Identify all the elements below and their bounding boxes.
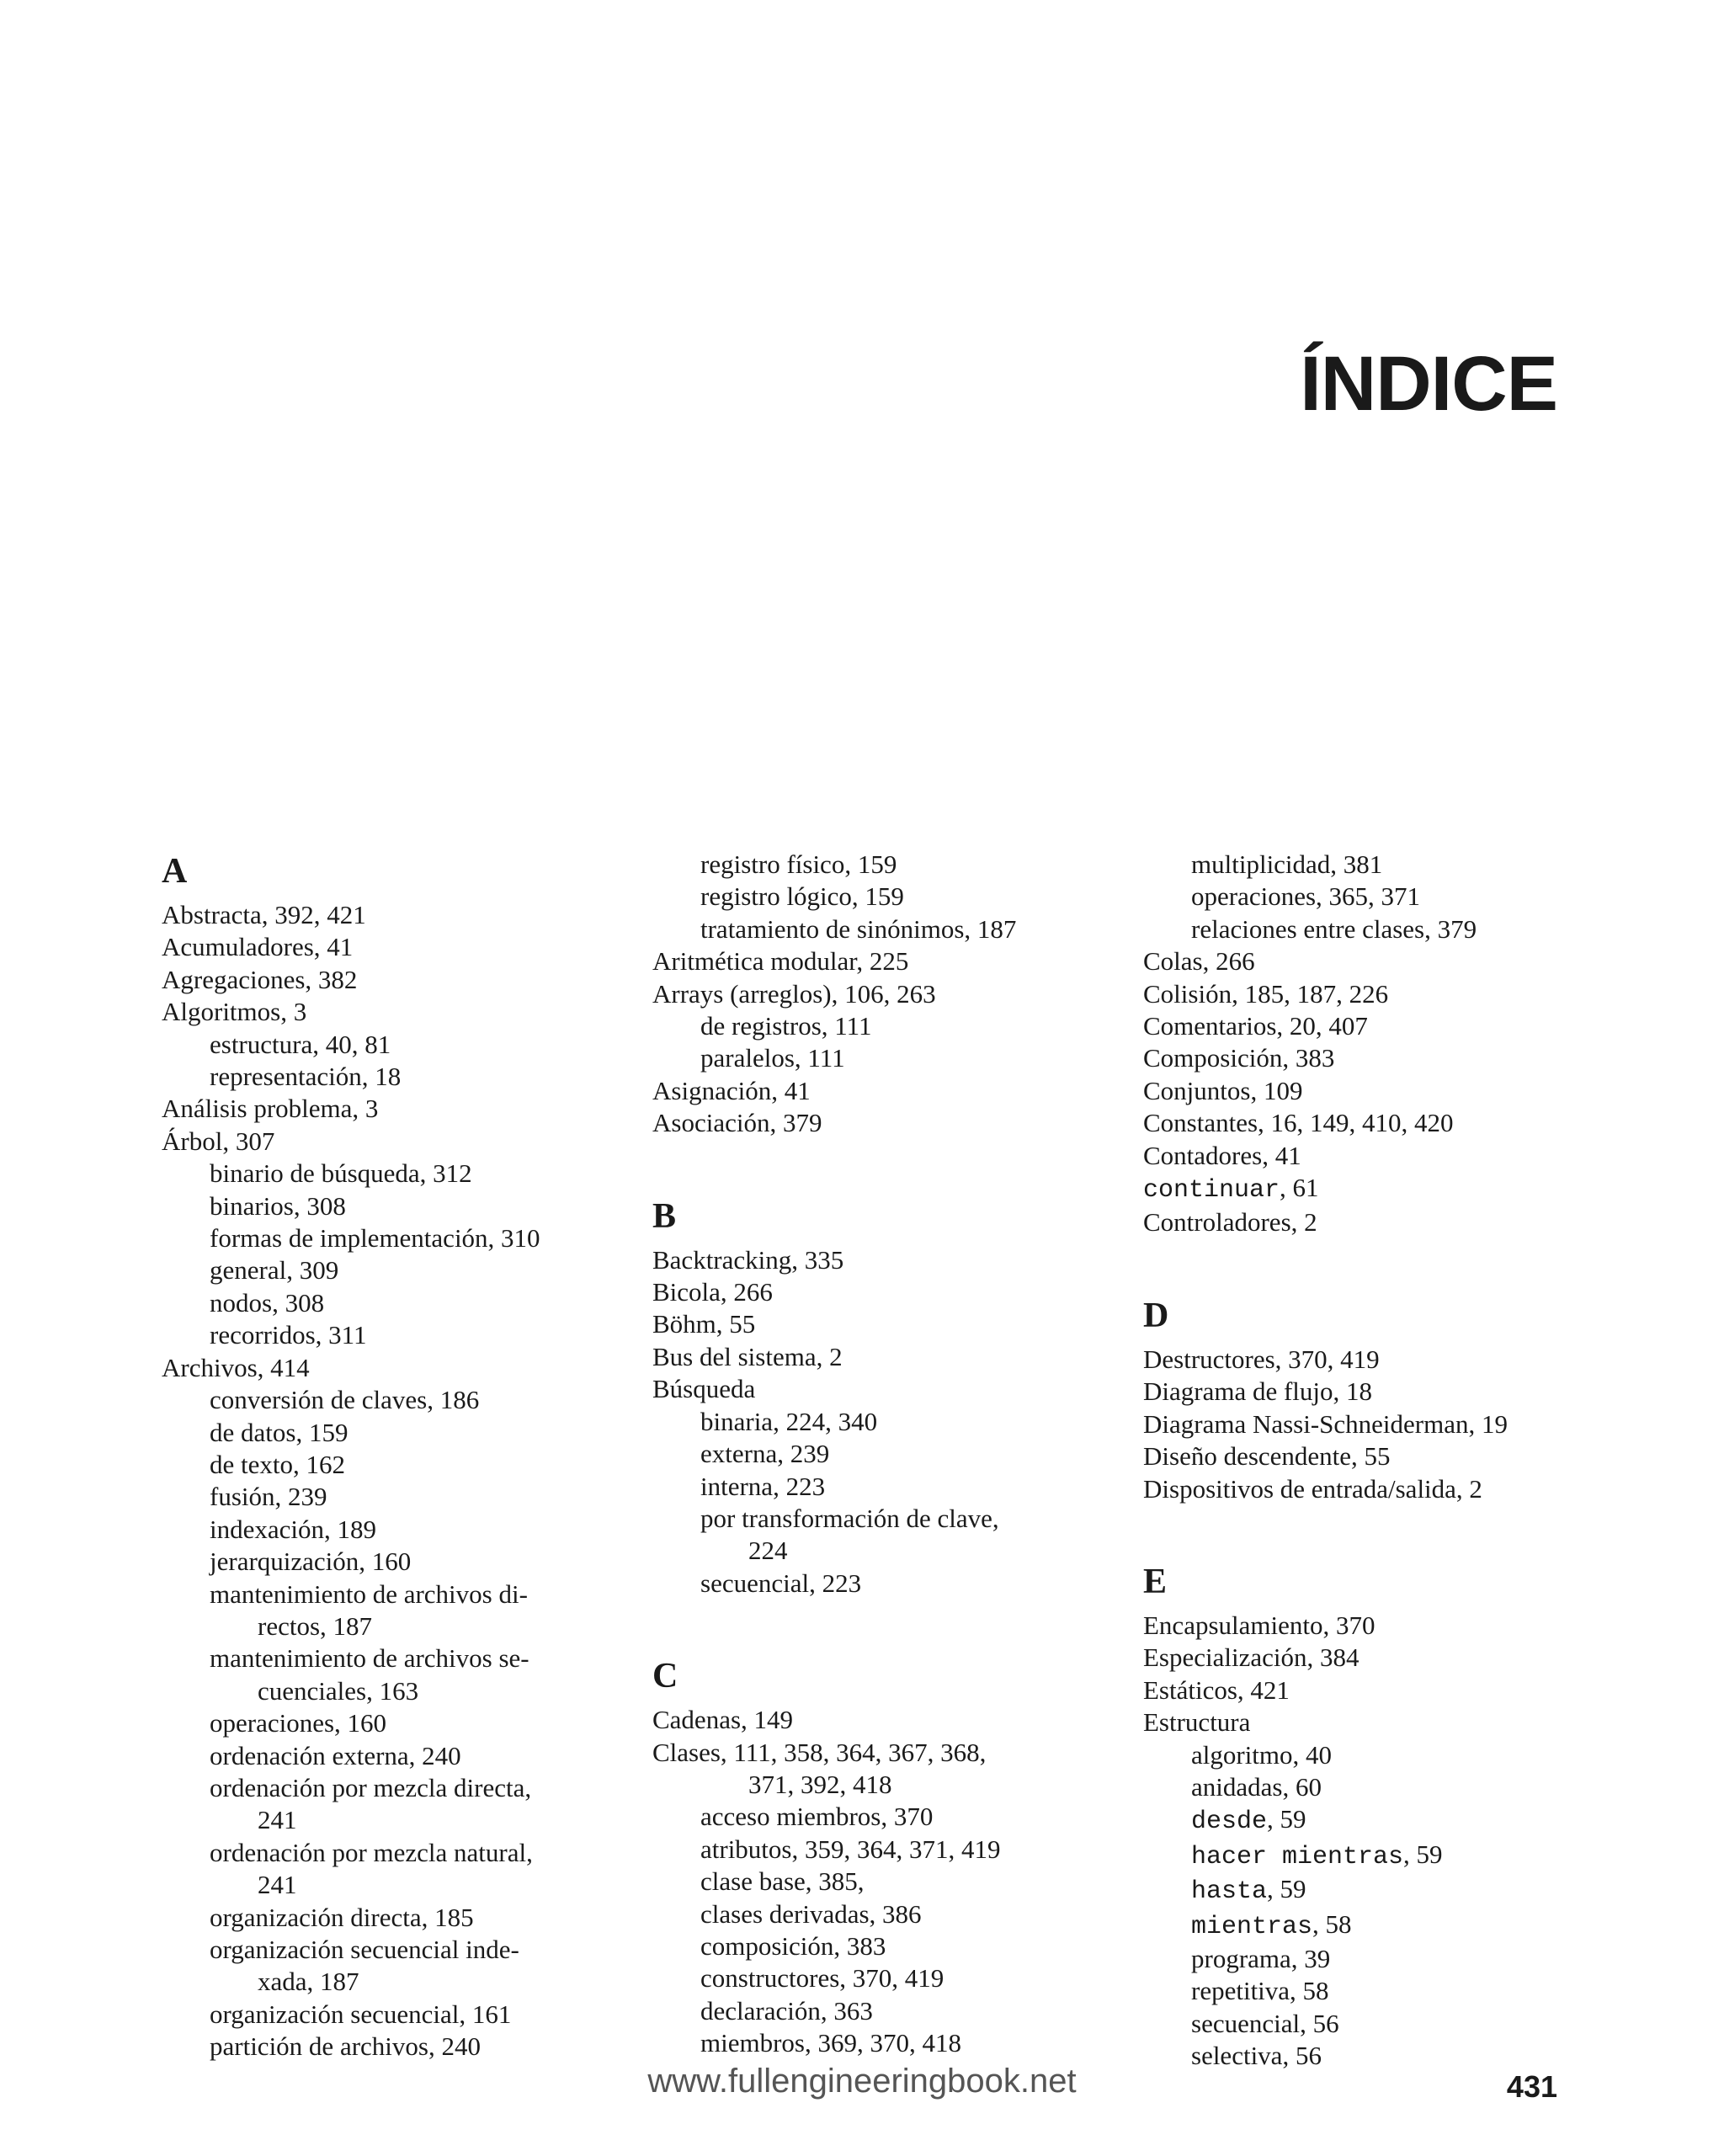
index-letter-heading: D — [1143, 1296, 1169, 1335]
index-entry: constructores, 370, 419 — [700, 1963, 944, 1994]
index-entry: Asociación, 379 — [652, 1108, 822, 1138]
index-entry: representación, 18 — [210, 1062, 402, 1092]
index-entry: organización secuencial inde- — [210, 1935, 519, 1964]
index-entry: binaria, 224, 340 — [700, 1406, 878, 1436]
index-entry: estructura, 40, 81 — [210, 1029, 391, 1059]
index-entry-pages: , 61 — [1280, 1173, 1319, 1203]
index-entry: Composición, 383 — [1143, 1043, 1335, 1073]
index-column-1 — [162, 849, 633, 2117]
index-entry: partición de archivos, 240 — [210, 2031, 481, 2062]
index-group — [1143, 849, 1615, 1239]
index-entry: Bicola, 266 — [652, 1277, 773, 1307]
index-entry: atributos, 359, 364, 371, 419 — [700, 1834, 1001, 1864]
index-letter-heading: A — [162, 852, 188, 891]
index-entry-pages: , 59 — [1267, 1874, 1306, 1904]
index-entry: Diseño descendente, 55 — [1143, 1441, 1391, 1472]
index-entry: Backtracking, 335 — [652, 1244, 844, 1275]
index-entry: Asignación, 41 — [652, 1075, 811, 1105]
index-group — [652, 1194, 1124, 1600]
index-entry: miembros, 369, 370, 418 — [700, 2028, 961, 2058]
index-entry: secuencial, 223 — [700, 1568, 862, 1598]
index-entry: Diagrama Nassi-Schneiderman, 19 — [1143, 1408, 1508, 1439]
index-entry: fusión, 239 — [210, 1482, 327, 1512]
index-entry: composición, 383 — [700, 1930, 886, 1961]
index-entry: Destructores, 370, 419 — [1143, 1344, 1380, 1374]
index-entry: binario de búsqueda, 312 — [210, 1158, 472, 1189]
index-entry: 224 — [748, 1536, 788, 1566]
footer-url: www.fullengineeringbook.net — [647, 2063, 1077, 2100]
index-entry: algoritmo, 40 — [1191, 1739, 1333, 1770]
index-entry: de texto, 162 — [210, 1449, 345, 1479]
index-entry: mantenimiento de archivos di- — [210, 1578, 528, 1609]
index-entry: Estáticos, 421 — [1143, 1674, 1290, 1705]
index-entry: 241 — [258, 1870, 297, 1900]
index-entry: organización secuencial, 161 — [210, 1999, 512, 2029]
index-entry: recorridos, 311 — [210, 1320, 367, 1350]
index-group — [162, 849, 633, 2063]
index-entry: 371, 392, 418 — [748, 1769, 892, 1799]
index-entry: Comentarios, 20, 407 — [1143, 1011, 1368, 1041]
index-entry: Contadores, 41 — [1143, 1140, 1301, 1170]
index-entry: tratamiento de sinónimos, 187 — [700, 913, 1017, 944]
index-entry: jerarquización, 160 — [210, 1546, 412, 1577]
index-entry: paralelos, 111 — [700, 1043, 845, 1073]
index-entry — [1143, 1873, 1615, 1908]
index-entry: registro físico, 159 — [700, 849, 897, 879]
index-entry: Aritmética modular, 225 — [652, 946, 909, 977]
index-entry: Árbol, 307 — [162, 1126, 275, 1156]
index-entry: Archivos, 414 — [162, 1352, 310, 1382]
index-group — [652, 1653, 1124, 2059]
index-entry: declaración, 363 — [700, 1995, 873, 2026]
index-entry-keyword: hacer mientras — [1191, 1842, 1404, 1871]
index-entry: anidadas, 60 — [1191, 1771, 1322, 1802]
index-entry: Cadenas, 149 — [652, 1705, 794, 1735]
index-entry: externa, 239 — [700, 1439, 830, 1469]
index-entry: general, 309 — [210, 1255, 339, 1286]
index-entry: interna, 223 — [700, 1471, 826, 1501]
index-entry: conversión de claves, 186 — [210, 1385, 480, 1415]
index-entry: xada, 187 — [258, 1967, 359, 1997]
index-entry: por transformación de clave, — [700, 1503, 999, 1533]
index-letter-heading: E — [1143, 1562, 1168, 1601]
index-entry: Constantes, 16, 149, 410, 420 — [1143, 1108, 1454, 1138]
index-entry: de datos, 159 — [210, 1417, 349, 1447]
index-letter-heading: B — [652, 1196, 677, 1236]
index-entry-pages: , 59 — [1403, 1839, 1443, 1869]
index-entry-keyword: hasta — [1191, 1877, 1268, 1907]
index-entry: secuencial, 56 — [1191, 2008, 1339, 2038]
index-entry: de registros, 111 — [700, 1011, 872, 1041]
index-group — [1143, 1293, 1615, 1505]
index-entry: cuenciales, 163 — [258, 1675, 419, 1706]
index-letter-heading: C — [652, 1657, 678, 1696]
index-entry — [1143, 1839, 1615, 1873]
index-entry: binarios, 308 — [210, 1190, 346, 1221]
index-column-2 — [652, 849, 1124, 2114]
index-entry: rectos, 187 — [258, 1610, 373, 1641]
index-group — [1143, 1559, 1615, 2073]
index-entry: Bus del sistema, 2 — [652, 1341, 843, 1371]
index-entry: Búsqueda — [652, 1374, 756, 1404]
index-entry: Arrays (arreglos), 106, 263 — [652, 978, 936, 1009]
index-entry: Böhm, 55 — [652, 1309, 756, 1339]
index-entry-pages: , 58 — [1312, 1908, 1352, 1939]
index-entry-keyword: continuar — [1143, 1176, 1280, 1206]
index-entry: mantenimiento de archivos se- — [210, 1643, 529, 1674]
index-entry: Clases, 111, 358, 364, 367, 368, — [652, 1737, 987, 1767]
index-entry: organización directa, 185 — [210, 1902, 474, 1932]
index-entry: formas de implementación, 310 — [210, 1223, 540, 1254]
index-entry-keyword: desde — [1191, 1807, 1268, 1837]
index-entry: operaciones, 160 — [210, 1708, 387, 1738]
index-entry: acceso miembros, 370 — [700, 1802, 934, 1832]
index-entry: Conjuntos, 109 — [1143, 1075, 1303, 1105]
index-entry: operaciones, 365, 371 — [1191, 881, 1421, 912]
index-entry: indexación, 189 — [210, 1514, 377, 1544]
index-entry: Abstracta, 392, 421 — [162, 900, 366, 929]
index-entry: registro lógico, 159 — [700, 881, 904, 912]
index-column-3 — [1143, 849, 1615, 2127]
index-entry: Análisis problema, 3 — [162, 1094, 379, 1124]
index-group — [652, 849, 1124, 1140]
index-entry: selectiva, 56 — [1191, 2041, 1322, 2071]
index-entry: relaciones entre clases, 379 — [1191, 913, 1477, 944]
index-entry: Controladores, 2 — [1143, 1207, 1317, 1238]
index-entry: multiplicidad, 381 — [1191, 849, 1383, 879]
index-entry: ordenación por mezcla natural, — [210, 1837, 533, 1867]
index-entry — [1143, 1908, 1615, 1943]
index-entry: 241 — [258, 1805, 297, 1835]
index-entry: clases derivadas, 386 — [700, 1898, 922, 1929]
index-entry: Diagrama de flujo, 18 — [1143, 1376, 1373, 1407]
index-entry — [1143, 1172, 1615, 1206]
page-title: ÍNDICE — [1300, 341, 1557, 427]
index-entry-pages: , 59 — [1267, 1804, 1306, 1834]
index-entry: ordenación externa, 240 — [210, 1740, 461, 1770]
index-entry-keyword: mientras — [1191, 1912, 1313, 1941]
index-entry: repetitiva, 58 — [1191, 1976, 1329, 2006]
index-entry: Agregaciones, 382 — [162, 964, 358, 994]
index-entry: Encapsulamiento, 370 — [1143, 1610, 1375, 1640]
page-number: 431 — [1506, 2069, 1557, 2104]
index-entry: programa, 39 — [1191, 1943, 1331, 1973]
index-entry: clase base, 385, — [700, 1866, 865, 1897]
index-entry: Algoritmos, 3 — [162, 997, 307, 1027]
index-entry: Estructura — [1143, 1707, 1251, 1738]
index-entry: Acumuladores, 41 — [162, 932, 354, 962]
index-entry: ordenación por mezcla directa, — [210, 1772, 532, 1802]
index-entry: Especialización, 384 — [1143, 1642, 1360, 1673]
index-entry: nodos, 308 — [210, 1287, 325, 1318]
index-entry — [1143, 1803, 1615, 1838]
index-entry: Colas, 266 — [1143, 946, 1255, 977]
index-entry: Colisión, 185, 187, 226 — [1143, 978, 1389, 1009]
index-entry: Dispositivos de entrada/salida, 2 — [1143, 1473, 1482, 1504]
